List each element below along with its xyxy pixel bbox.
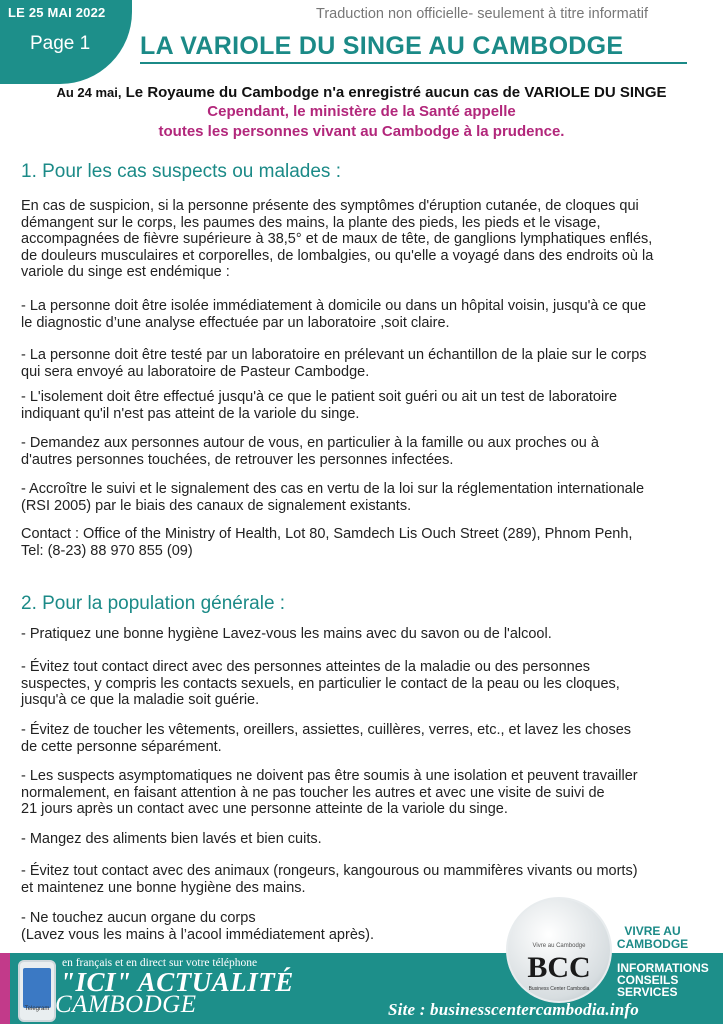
title-underline <box>140 62 687 64</box>
section1-paragraph: - L'isolement doit être effectué jusqu'à ce que le patient soit guéri ou ait un test de laboratoire indiquant qu'il n'est pas atteint de la variole du singe. <box>21 389 618 422</box>
services-item: CONSEILS <box>617 973 679 987</box>
section1-paragraph: - La personne doit être testé par un laboratoire en prélevant un échantillon de la plaie sur le corps qui sera envoyé au laboratoire de Pasteur Cambodge. <box>21 347 647 380</box>
bcc-logo <box>506 897 612 1003</box>
section2-paragraph: - Mangez des aliments bien lavés et bien cuits. <box>21 831 322 847</box>
footer-accent <box>0 953 10 1024</box>
page-title: LA VARIOLE DU SINGE AU CAMBODGE <box>140 32 624 60</box>
section1-paragraph: En cas de suspicion, si la personne présente des symptômes d'éruption cutanée, de cloques qui démangent sur le corps, les paumes des mains, la plante des pieds, les pieds et le visage, accompagnées de fièvre supérieure à 38,5° et de maux de tête, de ganglions lymphatiques enflés, de douleurs musculaires et corporelles, de lombalgies, ou qu'elle a voyagé dans des endroits où la variole du singe est endémique : <box>21 198 654 280</box>
translation-disclaimer: Traduction non officielle- seulement à titre informatif <box>316 6 649 22</box>
section1-heading: 1. Pour les cas suspects ou malades : <box>21 161 341 182</box>
section1-paragraph: - La personne doit être isolée immédiatement à domicile ou dans un hôpital voisin, jusqu'à ce que le diagnostic d’une analyse effectuée par un laboratoire ,soit claire. <box>21 298 647 331</box>
section1-paragraph: - Demandez aux personnes autour de vous, en particulier à la famille ou aux proches ou à d'autres personnes touchées, de retrouver les personnes infectées. <box>21 435 599 468</box>
intro-block <box>0 84 723 141</box>
phone-screen <box>23 968 51 1008</box>
telegram-phone-icon <box>18 960 56 1022</box>
bcc-logo-top: Vivre au Cambodge <box>532 943 586 949</box>
vivre-au-cambodge-label: VIVRE AU CAMBODGE <box>616 924 689 951</box>
bcc-logo-text: BCC <box>527 951 591 984</box>
phone-label: Telegram <box>24 1006 50 1012</box>
ici-cambodge-logo: CAMBODGE <box>55 991 197 1018</box>
site-link[interactable]: Site : businesscentercambodia.info <box>388 1000 639 1019</box>
section2-paragraph: - Ne touchez aucun organe du corps (Lavez vous les mains à l’acool immédiatement après). <box>21 910 374 943</box>
date-label: LE 25 MAI 2022 <box>8 5 106 20</box>
footer-tagline: en français et en direct sur votre téléphone <box>62 957 258 969</box>
section2-paragraph: - Évitez tout contact direct avec des personnes atteintes de la maladie ou des personnes suspectes, y compris les contacts sexuels, en particulier le contact de la peau ou les cloques, jusqu'à ce que la maladie soit guérie. <box>21 659 620 708</box>
page-number: Page 1 <box>30 33 91 54</box>
intro-prefix: Au 24 mai, <box>56 85 122 100</box>
section2-paragraph: - Évitez tout contact avec des animaux (rongeurs, kangourous ou mammifères vivants ou morts) et maintenez une bonne hygiène des mains. <box>21 863 638 896</box>
contact-info: Contact : Office of the Ministry of Health, Lot 80, Samdech Lis Ouch Street (289), Phnom Penh, Tel: (8-23) 88 970 855 (09) <box>21 526 633 559</box>
intro-statement <box>0 84 723 101</box>
section2-heading: 2. Pour la population générale : <box>21 593 286 614</box>
intro-appeal-line1: Cependant, le ministère de la Santé appelle <box>207 103 516 120</box>
services-item: INFORMATIONS <box>617 961 709 975</box>
services-list <box>617 962 709 998</box>
services-item: SERVICES <box>617 985 678 999</box>
section2-paragraph: - Évitez de toucher les vêtements, oreillers, assiettes, cuillères, verres, etc., et lavez les choses de cette personne séparément. <box>21 722 632 755</box>
intro-appeal-line2: toutes les personnes vivant au Cambodge à la prudence. <box>158 123 565 140</box>
intro-main-text: Le Royaume du Cambodge n'a enregistré aucun cas de VARIOLE DU SINGE <box>125 84 667 101</box>
section1-paragraph: - Accroître le suivi et le signalement des cas en vertu de la loi sur la réglementation internationale (RSI 2005) par le biais des canaux de signalement existants. <box>21 481 645 514</box>
bcc-logo-sub: Business Center Cambodia <box>528 986 590 992</box>
ici-actualite-logo: "ICI" ACTUALITÉ <box>60 967 294 997</box>
date-page-badge <box>0 0 132 84</box>
section2-paragraph: - Les suspects asymptomatiques ne doivent pas être soumis à une isolation et peuvent travailler normalement, en faisant attention à ne pas toucher les autres et avec une visite de suivi de 21 jours après un contact avec une personne atteinte de la variole du singe. <box>21 768 638 817</box>
section2-paragraph: - Pratiquez une bonne hygiène Lavez-vous les mains avec du savon ou de l'alcool. <box>21 626 552 642</box>
